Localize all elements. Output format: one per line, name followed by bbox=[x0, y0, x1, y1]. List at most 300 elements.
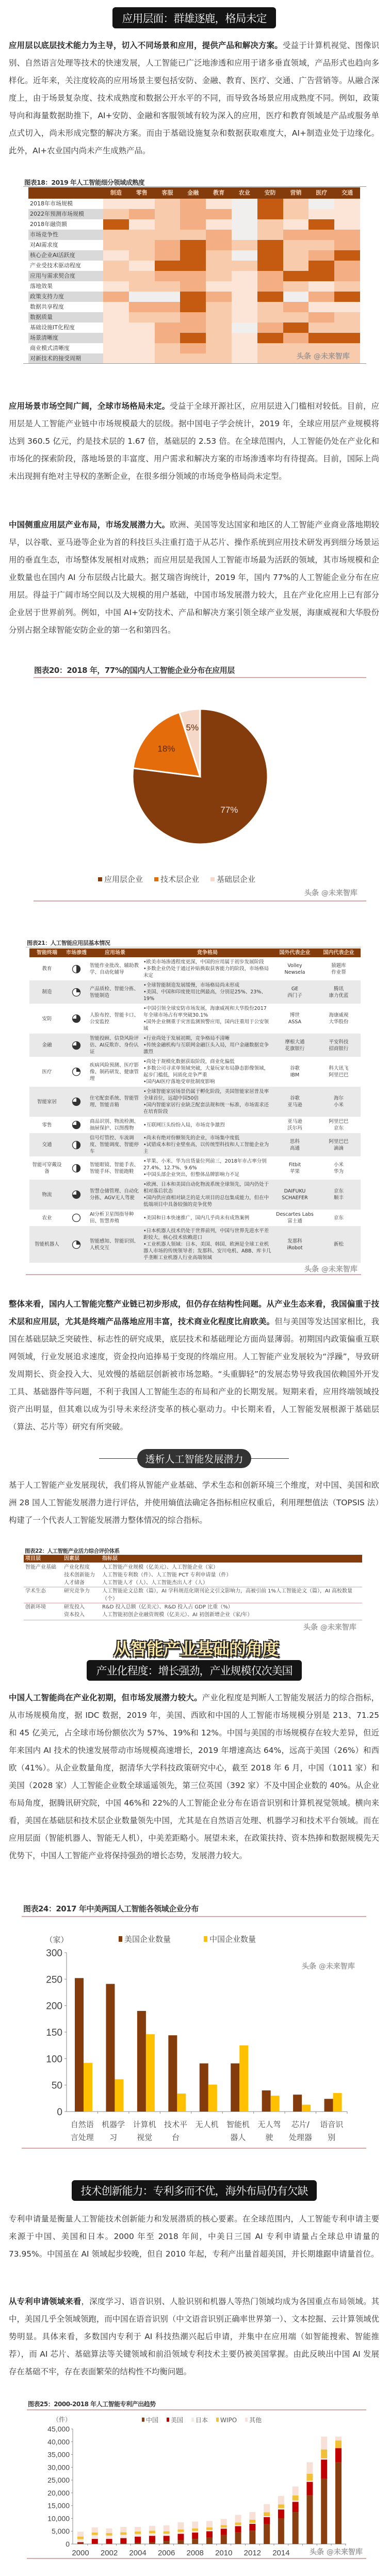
legend-label: 美国 bbox=[171, 2417, 184, 2424]
table-cell bbox=[88, 1117, 142, 1133]
heatmap-cell bbox=[308, 281, 334, 292]
bar-segment bbox=[293, 2496, 299, 2501]
x-tick-label: 驶 bbox=[265, 2133, 273, 2142]
foreign-company: Descartes Labs bbox=[276, 1212, 314, 1217]
table-row bbox=[29, 1004, 361, 1034]
table-cell bbox=[64, 1034, 88, 1057]
foreign-company: 西门子 bbox=[287, 992, 302, 999]
foreign-company: 博世 bbox=[289, 1012, 300, 1018]
paragraph bbox=[9, 1689, 379, 1864]
bar bbox=[115, 2079, 123, 2112]
table-cell: 技术创新能力 bbox=[64, 1572, 95, 1578]
table-cell bbox=[29, 1004, 64, 1034]
table-cell bbox=[64, 1226, 88, 1263]
scenes: 商品识别、物流检测、抽屉保护、以图搜物 bbox=[90, 1119, 139, 1131]
bar-segment bbox=[249, 2523, 255, 2524]
competition-point: •欧美市场渗透程度更深，中国的应用属于初步发展阶段 bbox=[143, 959, 264, 965]
table-row bbox=[29, 1210, 361, 1226]
table-cell bbox=[29, 1087, 64, 1117]
paragraph-lead: 中国侧重应用层产业布局，市场发展潜力大。 bbox=[9, 520, 170, 529]
divider bbox=[23, 186, 366, 187]
domestic-company: 海康威视 bbox=[329, 1012, 349, 1018]
competition-point: •工业机器人领域：日本、美国、韩国、欧洲是全球工业机器人市场的传统领导者；发那科、安川电机、ABB、库卡几乎垄断工业机器人行业高端领域 bbox=[143, 1242, 271, 1261]
y-tick-label: 10,000 bbox=[47, 2514, 70, 2523]
bar-segment bbox=[206, 2531, 213, 2537]
table-cell bbox=[142, 957, 273, 980]
table-cell: 人工智能论文总数（篇），AI 学科规范化期刊论文引文影响力，高被引前 1%人工智能论文（篇），AI 高校数量（个） bbox=[102, 1588, 352, 1602]
x-tick-label: 无人机 bbox=[195, 2120, 219, 2129]
foreign-company: 谷歌 bbox=[289, 1066, 300, 1071]
heatmap-cell bbox=[180, 302, 206, 312]
paragraph-text: 但与美国等发达国家相比，我国在基础层缺乏突破性、标志性的研究成果，底层技术和基础理论方面尚显薄弱。初期国内政策偏重互联网领域，行业发展追求速度，资金投向追捧易于变现的终端应用。人工智能产业发展较为“浮躁”，导致研发周期长、资金投入大、见效慢的基础层创新被市场忽略。“头重脚轻”的发展态势导致我国依赖国外开发工具、基础器件等问题，不利于我国人工智能生态的布局和产业的长期发展。短期来看，应用终端领域投资产出明显，但其难以成为引导未来经济变革的核心驱动力。中长期来看，人工智能发展根源于基础层（算法、芯片等）研究有所突破。 bbox=[9, 1317, 379, 1431]
domestic-company: 平安科技 bbox=[329, 1039, 349, 1045]
domestic-company: 华为 bbox=[333, 1168, 344, 1174]
bar-segment bbox=[306, 2482, 313, 2496]
competition-point: •传统金融机构与互联网金融巨头入局，用户金融数据竞争激烈 bbox=[143, 1042, 269, 1055]
bar-segment bbox=[206, 2527, 213, 2530]
heatmap-cell bbox=[232, 292, 257, 302]
table-cell bbox=[64, 1117, 88, 1133]
heatmap-cell bbox=[129, 240, 155, 250]
heatmap-cell bbox=[334, 219, 360, 230]
bar bbox=[146, 2034, 155, 2112]
heatmap-cell bbox=[257, 250, 283, 261]
table-header-cell: 国外代表企业 bbox=[279, 950, 311, 956]
table-cell bbox=[88, 1034, 142, 1057]
heatmap-cell bbox=[129, 250, 155, 261]
table-cell bbox=[64, 1156, 88, 1180]
table-row bbox=[29, 1057, 361, 1087]
penetration-fill bbox=[76, 1164, 80, 1172]
heatmap-cell bbox=[334, 199, 360, 209]
table-cell: 人工智能专利数（件）、人工智能 PCT 专利申请量（件） bbox=[102, 1572, 232, 1578]
foreign-company: 摩根大通 bbox=[285, 1039, 305, 1045]
legend-label: 其他 bbox=[249, 2417, 262, 2424]
heatmap-row-label: 核心企业AI活跃度 bbox=[28, 250, 103, 261]
heatmap-cell bbox=[155, 292, 181, 302]
heatmap-cell bbox=[180, 199, 206, 209]
foreign-company: 高通 bbox=[289, 1145, 300, 1151]
domestic-company: 小米 bbox=[333, 1102, 344, 1108]
table-cell bbox=[317, 1156, 361, 1180]
table-cell bbox=[317, 1226, 361, 1263]
penetration-fill bbox=[76, 1241, 80, 1245]
heatmap-cell bbox=[283, 240, 309, 250]
x-tick-label: 2014 bbox=[272, 2549, 290, 2557]
heatmap-cell bbox=[155, 312, 181, 323]
table-cell: 人工智能初创企业融资规模（亿美元）、AI 初创新增企业（家/年） bbox=[102, 1612, 253, 1618]
section-heading-text: 技术创新能力：专利多而不优，海外布局仍有欠缺 bbox=[80, 2185, 308, 2197]
heatmap-cell bbox=[103, 271, 129, 281]
x-tick-label: 自然语 bbox=[70, 2120, 94, 2129]
paragraph bbox=[9, 2293, 379, 2380]
paragraph-text: 受益于计算机视觉、图像识别、自然语言处理等技术的快速发展，人工智能已广泛地渗透和应用于诸多垂直领域，产品形式也趋向多样化。近年来，关注度较高的应用场景主要包括安防、金融、教育、医疗、交通、广告营销等。从融合深度上，由于场景复杂度、技术成熟度和数据公开水平的不同，而导致各场景应用成熟度不同。例如，政策导向和海量数据助推下，AI+安防、金融和客服领域有较为深入的应用，医疗和教育领域是产品或服务单点式切入，尚未形成完整的解决方案。而由于基础设施复杂和数据获取难度大，AI+制造业处于边缘化。此外，AI+农业国内尚未产生成熟产品。 bbox=[9, 41, 379, 155]
domestic-company: 作业帮 bbox=[331, 969, 346, 975]
bar-segment bbox=[335, 2448, 342, 2462]
heatmap-cell bbox=[206, 353, 232, 364]
figure-title: 图表22：人工智能产业活力综合评价体系 bbox=[25, 1548, 120, 1554]
bar bbox=[293, 2095, 302, 2112]
heatmap-cell bbox=[155, 281, 181, 292]
bar-segment bbox=[77, 2532, 84, 2536]
x-tick-label: 2012 bbox=[243, 2549, 262, 2557]
heatmap-cell bbox=[334, 292, 360, 302]
table-cell: 人工智能产业规模（亿美元）、人工智能企业（家） bbox=[102, 1565, 218, 1570]
table-cell bbox=[88, 980, 142, 1004]
heatmap-row-label: 数据质量 bbox=[28, 312, 103, 323]
heatmap-cell bbox=[283, 312, 309, 323]
watermark: 头条 @未来智库 bbox=[310, 2548, 363, 2556]
y-tick-label: 35,000 bbox=[47, 2450, 70, 2459]
domestic-company: 阿里巴巴 bbox=[329, 1072, 349, 1078]
bar-segment bbox=[106, 2529, 112, 2533]
bar-segment bbox=[120, 2543, 126, 2544]
penetration-icon bbox=[72, 1067, 81, 1076]
y-tick-label: 250 bbox=[46, 1974, 62, 1986]
bar-segment bbox=[293, 2512, 299, 2544]
table-cell bbox=[317, 1117, 361, 1133]
heatmap-cell bbox=[308, 333, 334, 343]
table-cell bbox=[88, 1226, 142, 1263]
table-cell bbox=[88, 1180, 142, 1210]
bar-segment bbox=[106, 2543, 112, 2544]
heatmap-cell bbox=[129, 323, 155, 333]
bar-segment bbox=[177, 2534, 184, 2540]
legend-swatch bbox=[98, 877, 102, 881]
bar-segment bbox=[306, 2496, 313, 2544]
heatmap-cell bbox=[257, 312, 283, 323]
heatmap-cell bbox=[103, 281, 129, 292]
heatmap-cell bbox=[257, 240, 283, 250]
legend-swatch bbox=[119, 1936, 122, 1942]
bar-segment bbox=[249, 2512, 255, 2520]
maturity-heatmap bbox=[28, 187, 360, 364]
divider bbox=[26, 1274, 361, 1275]
figure-title: 图表18：2019 年人工智能细分领域成熟度 bbox=[24, 179, 145, 186]
bar bbox=[239, 2046, 248, 2112]
table-cell: R&D 投入总额（亿美元）、R&D 投入占 GDP 比重（%） bbox=[102, 1604, 233, 1610]
bar-segment bbox=[164, 2536, 170, 2541]
competition-point: •多数企业仍处于通过补贴换取获客能力的阶段，市场格局未定 bbox=[143, 966, 269, 978]
table-cell bbox=[317, 1057, 361, 1087]
legend-swatch bbox=[210, 877, 215, 881]
heatmap-column-label: 营销 bbox=[290, 189, 302, 196]
heatmap-cell bbox=[103, 261, 129, 271]
section-heading bbox=[137, 1449, 251, 1468]
table-cell: 研究竞争力 bbox=[64, 1588, 90, 1594]
heatmap-cell bbox=[129, 261, 155, 271]
bar-segment bbox=[149, 2533, 155, 2536]
penetration-icon bbox=[72, 1120, 81, 1130]
heatmap-cell bbox=[308, 312, 334, 323]
heatmap-cell bbox=[129, 209, 155, 219]
heatmap-row-label: 产业受技术驱动程度 bbox=[28, 261, 103, 271]
x-tick-label: 技术平 bbox=[164, 2120, 188, 2129]
x-tick-label: 言处理 bbox=[70, 2133, 94, 2142]
scenes: 智能投顾、信贷风险评估、AI反欺诈、身份认证 bbox=[90, 1036, 139, 1055]
y-tick-label: 20,000 bbox=[47, 2488, 70, 2497]
competition-point: •多数公司寻求单领域突破，大量玩家布局静态影像领域，起步门槛低，同质化竞争严重 bbox=[143, 1066, 269, 1078]
legend-label: 中国 bbox=[146, 2417, 159, 2424]
table-cell bbox=[273, 1117, 317, 1133]
heatmap-cell bbox=[206, 199, 232, 209]
table-header-cell: 因素层 bbox=[64, 1556, 79, 1561]
competition-point: •中国引领全球安防市场发展，海康威视和大华股份2017年全球市场占有率突破30.1% bbox=[143, 1006, 267, 1018]
bar-segment bbox=[135, 2532, 141, 2534]
table-row bbox=[29, 1133, 361, 1156]
heatmap-cell bbox=[155, 240, 181, 250]
domestic-company: 阿里巴巴 bbox=[329, 1119, 349, 1124]
heatmap-cell bbox=[180, 292, 206, 302]
heatmap-cell bbox=[129, 292, 155, 302]
heatmap-cell bbox=[180, 250, 206, 261]
y-tick-label: 25,000 bbox=[47, 2476, 70, 2485]
heatmap-cell bbox=[155, 250, 181, 261]
heatmap-cell bbox=[180, 261, 206, 271]
heatmap-column-label: 农业 bbox=[238, 189, 250, 196]
table-cell: 人才储备 bbox=[64, 1580, 85, 1586]
table-cell bbox=[142, 1057, 273, 1087]
table-row bbox=[29, 1156, 361, 1180]
heatmap-cell bbox=[308, 219, 334, 230]
bar-segment bbox=[221, 2535, 227, 2544]
bar-segment bbox=[264, 2517, 270, 2524]
chapter-title: 从智能产业基础的角度 bbox=[113, 1639, 279, 1659]
competition-point: •试错成本和行业壁垒高，以传统型科技和人工智能企业为主 bbox=[143, 1142, 269, 1154]
y-tick-label: 100 bbox=[46, 2054, 62, 2065]
table-cell bbox=[142, 1004, 273, 1034]
table-cell bbox=[142, 1226, 273, 1263]
competition-point: •苹果、小米、华为出货量位列前三，2018年市占率分别27.4%、12.7%、9.6% bbox=[143, 1158, 267, 1171]
divider bbox=[27, 2409, 366, 2410]
bar-segment bbox=[92, 2543, 98, 2544]
bar-segment bbox=[235, 2525, 241, 2526]
terminal-name: 智能机器人 bbox=[35, 1242, 59, 1247]
table-cell bbox=[29, 1034, 64, 1057]
bar-segment bbox=[149, 2536, 155, 2542]
heatmap-row-label: 落地效果 bbox=[28, 281, 103, 292]
bar bbox=[137, 2011, 146, 2112]
bar bbox=[231, 2064, 239, 2112]
heatmap-cell bbox=[283, 261, 309, 271]
bar-segment bbox=[221, 2527, 227, 2529]
bar-segment bbox=[164, 2525, 170, 2531]
paragraph-lead: 整体来看，国内人工智能完整产业链已初步形成，但仍存在结构性问题。从产业生态来看，我国偏重于技术层和应用层，尤其是终端产品落地应用丰富，技术商业化程度比肩欧美。 bbox=[9, 1299, 379, 1326]
bar-segment bbox=[235, 2533, 241, 2544]
bar-segment bbox=[278, 2509, 284, 2518]
domestic-company: 科大讯飞 bbox=[329, 1066, 349, 1071]
scenes: 智能作业批改、辅助教学、自动化辅导 bbox=[90, 962, 139, 975]
x-tick-label: 2006 bbox=[157, 2549, 175, 2557]
bar-segment bbox=[321, 2458, 327, 2459]
domestic-company: 京东 bbox=[333, 1215, 344, 1221]
bar-segment bbox=[221, 2519, 227, 2525]
heatmap-cell bbox=[180, 219, 206, 230]
table-cell bbox=[29, 1057, 64, 1087]
heatmap-cell bbox=[257, 292, 283, 302]
heatmap-row-label: 商业模式清晰度 bbox=[28, 343, 103, 353]
heatmap-cell bbox=[155, 199, 181, 209]
foreign-company: IBM bbox=[290, 1072, 300, 1078]
heatmap-cell bbox=[180, 312, 206, 323]
heatmap-cell bbox=[283, 209, 309, 219]
heatmap-row-label: 2018年市场规模 bbox=[28, 199, 103, 209]
x-tick-label: 台 bbox=[172, 2133, 180, 2142]
table-cell bbox=[317, 980, 361, 1004]
penetration-icon bbox=[72, 988, 81, 997]
table-cell bbox=[273, 957, 317, 980]
x-tick-label: 无人驾 bbox=[257, 2120, 281, 2129]
table-cell bbox=[273, 1156, 317, 1180]
bar-segment bbox=[335, 2437, 342, 2440]
heatmap-cell bbox=[334, 230, 360, 240]
table-cell: 学术生态 bbox=[25, 1588, 46, 1594]
heatmap-column-label: 教育 bbox=[213, 189, 225, 196]
heatmap-cell bbox=[308, 302, 334, 312]
y-tick-label: 0 bbox=[66, 2540, 70, 2548]
domestic-company: 小米 bbox=[333, 1162, 344, 1168]
bar-segment bbox=[77, 2543, 84, 2544]
table-row bbox=[29, 1226, 361, 1263]
foreign-company: GE bbox=[291, 986, 299, 992]
bar-segment bbox=[235, 2526, 241, 2532]
heatmap-cell bbox=[206, 219, 232, 230]
competition-point: •美国和日本快速推广，国内几乎尚未有成熟案例 bbox=[143, 1215, 250, 1221]
heatmap-cell bbox=[206, 240, 232, 250]
table-header-cell: 应用场景 bbox=[105, 950, 125, 956]
figure-title: 图表25：2000-2018 年人工智能专利产出趋势 bbox=[28, 2401, 156, 2408]
foreign-company: 谷歌 bbox=[289, 1096, 300, 1101]
bar-segment bbox=[293, 2502, 299, 2512]
bar-segment bbox=[278, 2504, 284, 2508]
y-tick-label: 5,000 bbox=[51, 2527, 70, 2536]
heatmap-cell bbox=[129, 333, 155, 343]
scenes: 智能眼镜、智能手表、智能手环、智能跑鞋 bbox=[90, 1162, 139, 1174]
heatmap-cell bbox=[232, 230, 257, 240]
x-tick-label: 器人 bbox=[230, 2133, 246, 2142]
x-tick-label: 计算机 bbox=[133, 2120, 156, 2129]
x-tick-label: 2002 bbox=[100, 2549, 118, 2557]
competition-point: •国内供应商相对缺乏的是大项目的总包集成能力，但在中低端项目中具备较强的竞争优势 bbox=[143, 1195, 269, 1208]
table-cell bbox=[142, 1034, 273, 1057]
divider bbox=[22, 1916, 366, 1917]
table-cell bbox=[317, 1004, 361, 1034]
heatmap-cell bbox=[283, 281, 309, 292]
foreign-company: Volley bbox=[287, 962, 302, 969]
bar-segment bbox=[335, 2462, 342, 2544]
figure-title: 图表24：2017 年中美两国人工智能各领域企业分布 bbox=[23, 1904, 199, 1913]
table-cell bbox=[273, 1180, 317, 1210]
heatmap-cell bbox=[232, 240, 257, 250]
bar-segment bbox=[135, 2543, 141, 2544]
bar-segment bbox=[106, 2536, 112, 2539]
table-cell bbox=[88, 1087, 142, 1117]
application-layer-table bbox=[29, 948, 361, 1263]
table-cell bbox=[64, 1004, 88, 1034]
foreign-company: Newsela bbox=[284, 969, 305, 975]
x-tick-label: 机器学 bbox=[102, 2120, 125, 2129]
heatmap-cell bbox=[206, 343, 232, 353]
heatmap-cell bbox=[257, 209, 283, 219]
heatmap-cell bbox=[129, 343, 155, 353]
bar-segment bbox=[135, 2537, 141, 2543]
paragraph bbox=[9, 1295, 379, 1436]
heatmap-cell bbox=[283, 199, 309, 209]
heatmap-cell bbox=[334, 271, 360, 281]
heatmap-column-label: 交通 bbox=[342, 189, 353, 196]
bar bbox=[302, 2105, 311, 2112]
bar-segment bbox=[192, 2539, 198, 2544]
paragraph bbox=[9, 516, 379, 639]
heatmap-cell bbox=[206, 302, 232, 312]
paragraph-text: ，深度学习、语音识别、人脸识别和机器人等热门领域均成为各国重点布局领域。其中，美国几乎全领域领跑，而中国在语音识别（中文语音识别正确率世界第一）、文本挖掘、云计算领域优势明显。具体来看，多数国内专利于 AI 科技热潮兴起后申请，并集中在应用端（如智能搜索、智能推荐），而 AI 芯片、基础算法等关键领域和前沿领域专利技术主要仍被美国掌握。由此反映出中国 AI 发展存在基础不牢，存在表面繁荣的结构性不均衡问题。 bbox=[9, 2297, 379, 2376]
table-row bbox=[24, 1571, 362, 1579]
penetration-icon bbox=[72, 1140, 81, 1150]
bar-segment bbox=[235, 2522, 241, 2525]
paragraph bbox=[9, 397, 379, 485]
domestic-company: 大华股份 bbox=[329, 1019, 349, 1025]
heatmap-cell bbox=[103, 199, 129, 209]
pie-data-label: 18% bbox=[157, 744, 175, 754]
heatmap-cell bbox=[232, 312, 257, 323]
section-heading-text: 产业化程度：增长强劲，产业规模仅次美国 bbox=[96, 1665, 293, 1677]
table-cell bbox=[29, 1180, 64, 1210]
foreign-company: ASSA bbox=[288, 1019, 302, 1025]
table-cell bbox=[317, 1034, 361, 1057]
section-heading-text: 应用层面：群雄逐鹿，格局未定 bbox=[122, 12, 267, 25]
y-tick-label: 15,000 bbox=[47, 2501, 70, 2510]
heatmap-cell bbox=[155, 333, 181, 343]
section-heading bbox=[112, 7, 276, 28]
legend-item bbox=[210, 874, 255, 884]
bar-segment bbox=[149, 2531, 155, 2533]
heatmap-cell bbox=[334, 302, 360, 312]
penetration-icon bbox=[72, 1097, 81, 1106]
bar-segment bbox=[106, 2533, 112, 2536]
x-tick-label: 2004 bbox=[129, 2549, 147, 2557]
legend-swatch bbox=[142, 2418, 144, 2422]
paragraph bbox=[9, 2210, 379, 2263]
y-tick-label: 200 bbox=[46, 2001, 62, 2012]
bar-segment bbox=[293, 2501, 299, 2502]
table-header-cell: 国内代表企业 bbox=[323, 950, 354, 956]
heatmap-cell bbox=[155, 219, 181, 230]
foreign-company: 花旗银行 bbox=[285, 1045, 305, 1052]
legend-swatch bbox=[154, 877, 158, 881]
heatmap-cell bbox=[129, 230, 155, 240]
table-cell bbox=[64, 1087, 88, 1117]
paragraph-text: 受益于全球开源社区，应用层进入门槛相对较低。目前，应用层是人工智能产业链中市场规模最大的层级。据中国电子学会统计，2019 年，全球应用层产业规模将达到 360.5 亿元，约是技术层的 1.67 倍，基础层的 2.53 倍。在全球范围内，人工智能仍处在产业化和市场化的探索阶段，落地场景的丰富度、用户需求和解决方案的市场渗透率均有待提高。目前，国际上尚未出现拥有绝对主导权的垄断企业，在很多细分领域的市场竞争格局尚未定型。 bbox=[9, 401, 379, 481]
table-cell bbox=[273, 1087, 317, 1117]
terminal-name: 智能家居 bbox=[37, 1099, 57, 1105]
pie-data-label: 77% bbox=[220, 804, 238, 815]
terminal-name: 教育 bbox=[42, 966, 52, 972]
domestic-company: 京东 bbox=[333, 1125, 344, 1131]
heatmap-column-label: 制造 bbox=[110, 189, 122, 196]
bar-segment bbox=[221, 2525, 227, 2527]
legend-label: 美国企业数量 bbox=[124, 1935, 171, 1944]
table-cell bbox=[29, 1226, 64, 1263]
heatmap-cell bbox=[103, 323, 129, 333]
domestic-company: 海尔 bbox=[333, 1096, 344, 1101]
bar-segment bbox=[164, 2531, 170, 2534]
penetration-fill bbox=[76, 1068, 80, 1072]
heatmap-cell bbox=[155, 271, 181, 281]
bar-segment bbox=[206, 2530, 213, 2531]
terminal-name: 农业 bbox=[42, 1215, 52, 1221]
divider bbox=[34, 677, 366, 678]
bar-segment bbox=[77, 2542, 84, 2543]
